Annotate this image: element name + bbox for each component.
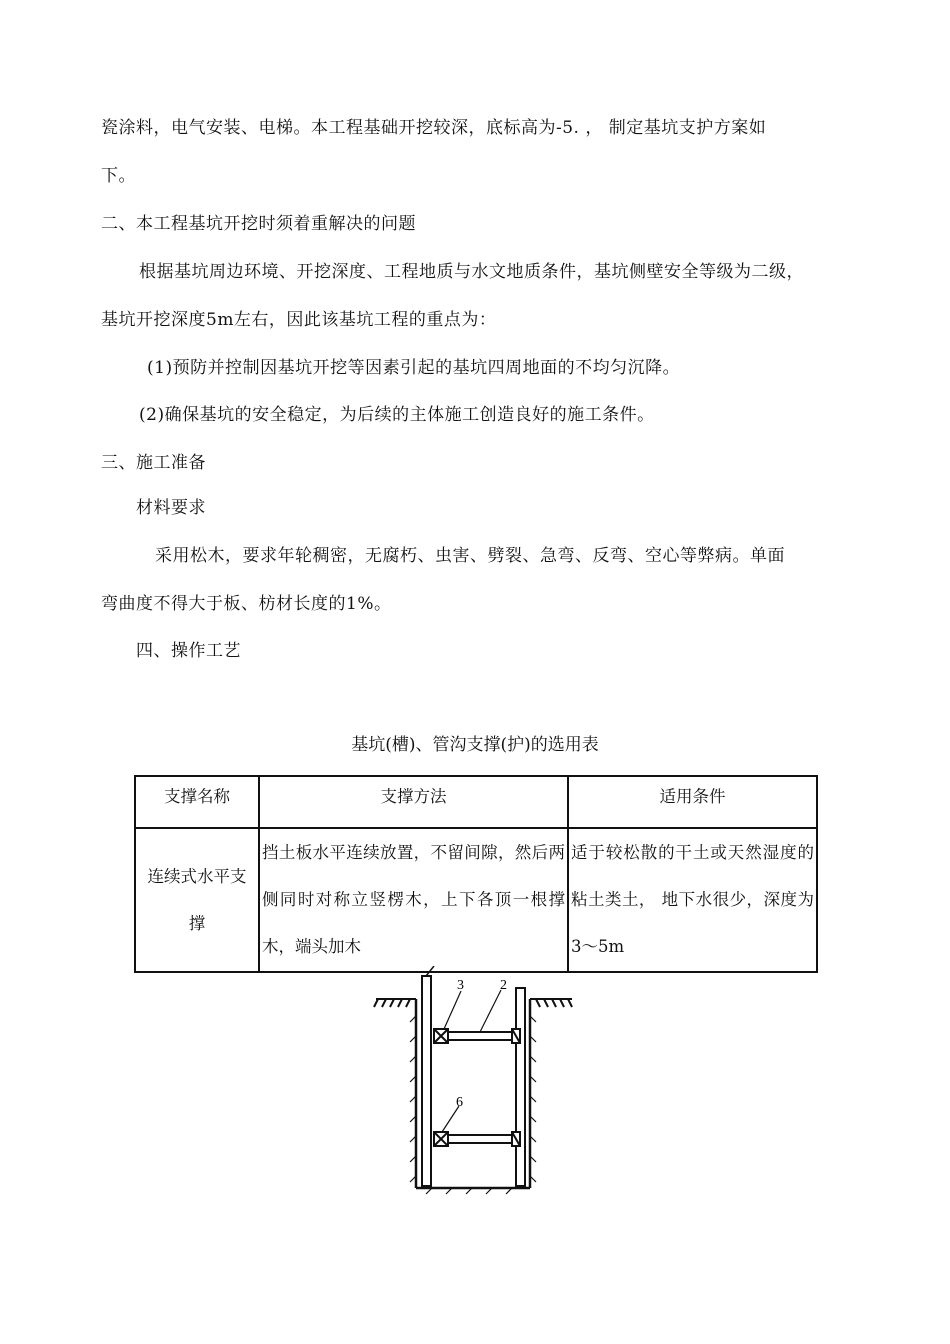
section-heading-2: 二、本工程基坑开挖时须着重解决的问题 xyxy=(101,214,416,234)
list-item-2: (2)确保基坑的安全稳定，为后续的主体施工创造良好的施工条件。 xyxy=(139,405,655,425)
support-selection-table xyxy=(134,775,818,973)
lower-strut xyxy=(434,1132,520,1146)
cell-support-method: 挡土板水平连续放置，不留间隙，然后两侧同时对称立竖楞木，上下各顶一根撑木，端头加木 xyxy=(259,828,568,972)
trench-walls xyxy=(416,999,530,1188)
leader-lines xyxy=(442,990,501,1132)
label-2: 2 xyxy=(500,978,507,993)
label-6: 6 xyxy=(456,1095,463,1110)
stud-top-mark xyxy=(426,966,434,976)
cell-conditions: 适于较松散的干土或天然湿度的粘土类土， 地下水很少，深度为3～5m xyxy=(568,828,817,972)
header-support-name: 支撑名称 xyxy=(135,776,259,828)
section-heading-3: 三、施工准备 xyxy=(101,453,206,473)
paragraph-line-4: 基坑开挖深度5m左右，因此该基坑工程的重点为： xyxy=(101,310,497,330)
header-conditions: 适用条件 xyxy=(568,776,817,828)
vertical-studs xyxy=(422,976,525,1186)
label-3: 3 xyxy=(457,978,464,993)
table-row xyxy=(135,828,817,972)
trench-support-figure xyxy=(372,966,582,1196)
header-support-method: 支撑方法 xyxy=(259,776,568,828)
list-item-1: (1)预防并控制因基坑开挖等因素引起的基坑四周地面的不均匀沉降。 xyxy=(147,358,681,378)
table-header-row xyxy=(135,776,817,828)
paragraph-line-5: 采用松木，要求年轮稠密，无腐朽、虫害、劈裂、急弯、反弯、空心等弊病。单面 xyxy=(155,546,785,566)
paragraph-line-1: 瓷涂料，电气安装、电梯。本工程基础开挖较深，底标高为-5. ， 制定基坑支护方案如 xyxy=(101,118,767,138)
paragraph-line-6: 弯曲度不得大于板、枋材长度的1%。 xyxy=(101,594,392,614)
cell-support-name: 连续式水平支撑 xyxy=(135,828,259,972)
paragraph-line-2: 下。 xyxy=(101,166,136,186)
section-heading-4: 四、操作工艺 xyxy=(136,641,241,661)
upper-strut xyxy=(434,1029,520,1043)
table-caption: 基坑(槽)、管沟支撑(护)的选用表 xyxy=(351,735,599,755)
paragraph-line-3: 根据基坑周边环境、开挖深度、工程地质与水文地质条件，基坑侧壁安全等级为二级， xyxy=(139,262,804,282)
ground-right xyxy=(530,999,572,1007)
subheading-materials: 材料要求 xyxy=(136,498,206,518)
ground-left xyxy=(374,999,416,1007)
